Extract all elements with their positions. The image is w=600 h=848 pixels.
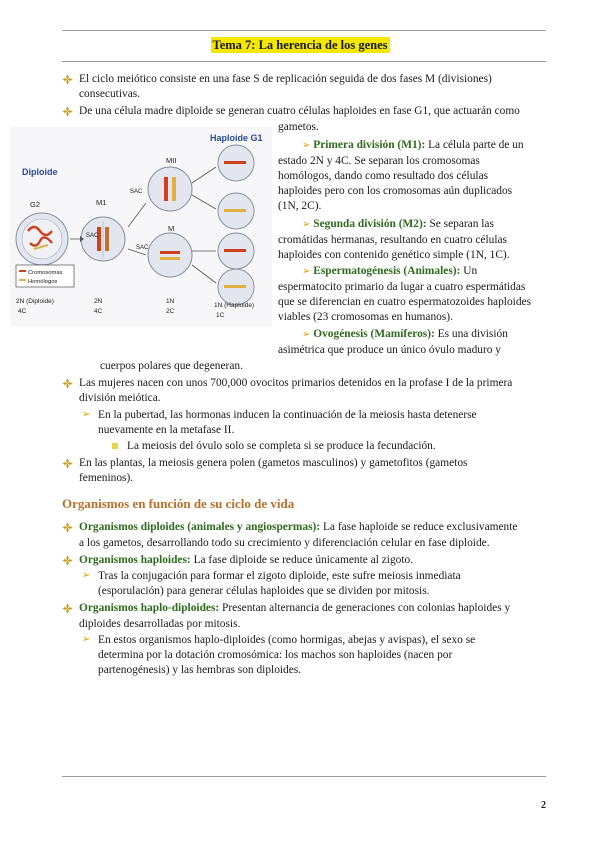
diamond-bullet-icon [62,458,73,469]
bottom-rule [62,776,546,777]
subsub-1: La meiosis del óvulo solo se completa si se produce la fecundación. [127,440,436,452]
diamond-bullet-icon [62,603,73,614]
fig-label-m: M [168,224,175,233]
bullet-1-line-1: El ciclo meiótico consiste en una fase S de replicación seguida de dos fases M (divisiones) [79,73,492,85]
diamond-bullet-icon [62,74,73,85]
diamond-bullet-icon [62,555,73,566]
page-title: Tema 7: La herencia de los genes [212,38,388,52]
fig-label-4c-b: 4C [94,308,103,315]
arrow-bullet-icon: ➢ [82,570,91,581]
org-2-sub-line-2: (esporulación) para generar células haploides que se dividen por mitosis. [98,585,430,597]
diamond-bullet-icon [62,106,73,117]
m1-line-4: haploides pero con los cromosomas aún duplicados [278,185,513,197]
org-2-sub-line-1: Tras la conjugación para formar el zigoto diploide, este sufre meiosis inmediata [98,570,461,582]
bullet-1-line-2: consecutivas. [79,88,141,100]
bullet-2-line-1: De una célula madre diploide se generan cuatro células haploides en fase G1, que actuarán como [79,105,520,117]
m1-paragraph: ➢ Primera división (M1): La célula parte de un [302,139,524,151]
bullet-4-line-1: En las plantas, la meiosis genera polen (gametos masculinos) y gametofitos (gametos [79,457,468,469]
fig-label-m1: M1 [96,198,107,207]
esp-paragraph: ➢ Espermatogénesis (Animales): Un [302,265,478,277]
fig-label-haploide: Haploide G1 [210,133,263,143]
svg-text:SAC: SAC [136,245,149,251]
fig-label-2n-diploide: 2N (Diploide) [16,298,54,305]
fig-label-g2: G2 [30,200,41,209]
esp-line-2: espermatocito primario da lugar a cuatro espermátidas [278,281,526,293]
esp-line-3: que se diferencian en cuatro espermatozoides haploides [278,296,532,308]
diamond-bullet-icon [62,378,73,389]
fig-label-sac: SAC [86,233,99,239]
fig-label-1n-haploide: 1N (Haploide) [214,302,255,309]
arrow-bullet-icon: ➢ [302,329,311,340]
arrow-bullet-icon: ➢ [302,219,311,230]
fig-label-1c: 1C [216,312,225,319]
fig-label-2c: 2C [166,308,175,315]
fig-label-2n: 2N [94,298,103,305]
arrow-bullet-icon: ➢ [302,266,311,277]
m2-paragraph: ➢ Segunda división (M2): Se separan las [302,218,494,230]
fig-label-diploide: Diploide [22,167,58,177]
m1-line-3: homólogos, dando como resultado dos células [278,170,489,182]
org-2-line-1: Organismos haploides: La fase diploide se reduce únicamente al zigoto. [79,554,414,566]
diamond-bullet-icon [62,522,73,533]
square-bullet-icon [112,443,118,449]
org-3-sub-line-1: En estos organismos haplo-diploides (como hormigas, abejas y avispas), el sexo se [98,634,476,646]
sub-1-line-2: nuevamente en la metafase II. [98,424,235,436]
page-number: 2 [541,800,546,811]
sub-1-line-1: En la pubertad, las hormonas inducen la continuación de la meiosis hasta detenerse [98,409,477,421]
meiosis-diagram [10,127,272,327]
fig-label-1n: 1N [166,298,175,305]
ovo-line-3: cuerpos polares que degeneran. [100,360,243,372]
ovo-paragraph: ➢ Ovogénesis (Mamíferos): Es una división [302,328,508,340]
m2-line-3: haploides con contenido genético simple (1N, 1C). [278,249,510,261]
title-rule [62,61,546,62]
section-heading: Organismos en función de su ciclo de vida [62,496,295,511]
m1-line-2: estado 2N y 4C. Se separan los cromosomas [278,155,480,167]
svg-text:SAC: SAC [130,189,143,195]
bullet-3-line-2: división meiótica. [79,392,161,404]
fig-label-4c-a: 4C [18,308,27,315]
esp-line-4: viables (23 cromosomas en humanos). [278,311,453,323]
fig-label-homologos: Homólogos [28,279,58,285]
org-3-line-1: Organismos haplo-diploides: Presentan alternancia de generaciones con colonias haploides y [79,602,511,614]
fig-label-mii: MII [166,156,177,165]
m2-line-2: cromátidas hermanas, resultando en cuatro células [278,234,507,246]
fig-label-cromosomas: Cromosomas [28,270,63,276]
arrow-bullet-icon: ➢ [82,409,91,420]
org-1-line-2: a los gametos, desarrollando todo su crecimiento y diferenciación celular en fase diploide. [79,537,490,549]
bullet-3-line-1: Las mujeres nacen con unos 700,000 ovocitos primarios detenidos en la profase I de la primera [79,377,513,389]
top-rule [62,30,546,31]
org-3-sub-line-3: partenogénesis) y las hembras son diploides. [98,664,302,676]
arrow-bullet-icon: ➢ [302,140,311,151]
ovo-line-2: asimétrica que produce un único óvulo maduro y [278,344,502,356]
arrow-bullet-icon: ➢ [82,634,91,645]
org-3-line-2: diploides desarrolladas por mitosis. [79,618,241,630]
org-3-sub-line-2: determina por la dotación cromosómica: los machos son haploides (nacen por [98,649,453,661]
bullet-4-line-2: femeninos). [79,472,134,484]
bullet-2-line-2: gametos. [278,121,319,133]
m1-line-5: (1N, 2C). [278,200,322,212]
org-1-line-1: Organismos diploides (animales y angiospermas): La fase haploide se reduce exclusivamente [79,521,518,533]
